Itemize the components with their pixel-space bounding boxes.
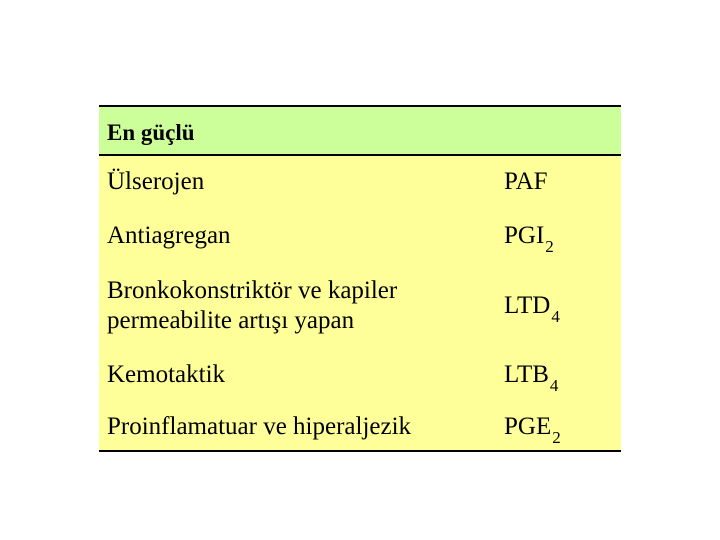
mediator-subscript: 2 [552,428,561,447]
effect-label: Kemotaktik [107,361,226,388]
table-header-label: En güçlü [107,120,195,145]
mediator-subscript: 4 [551,307,560,326]
table-header-row [99,105,621,156]
mediator-subscript: 2 [545,237,554,256]
mediator-base: PGI [504,222,545,249]
mediator-name [504,291,560,326]
mediator-table [99,105,621,452]
mediator-base: PGE [504,413,552,440]
mediator-base: LTB [504,361,549,388]
mediator-base: PAF [504,168,548,195]
table-body [99,156,621,452]
effect-label-line-2: permeabilite artışı yapan [107,307,355,334]
effect-label-line-1: Bronkokonstriktör ve kapiler [107,277,398,304]
mediator-name [504,167,549,199]
effect-label: Ülserojen [107,168,205,195]
mediator-name [504,412,561,447]
mediator-subscript: 4 [549,376,559,395]
effect-label: Proinflamatuar ve hiperaljezik [107,413,412,440]
mediator-base: LTD [504,292,551,319]
mediator-name [504,221,554,256]
effect-label: Antiagregan [107,222,231,249]
mediator-name [504,360,559,395]
